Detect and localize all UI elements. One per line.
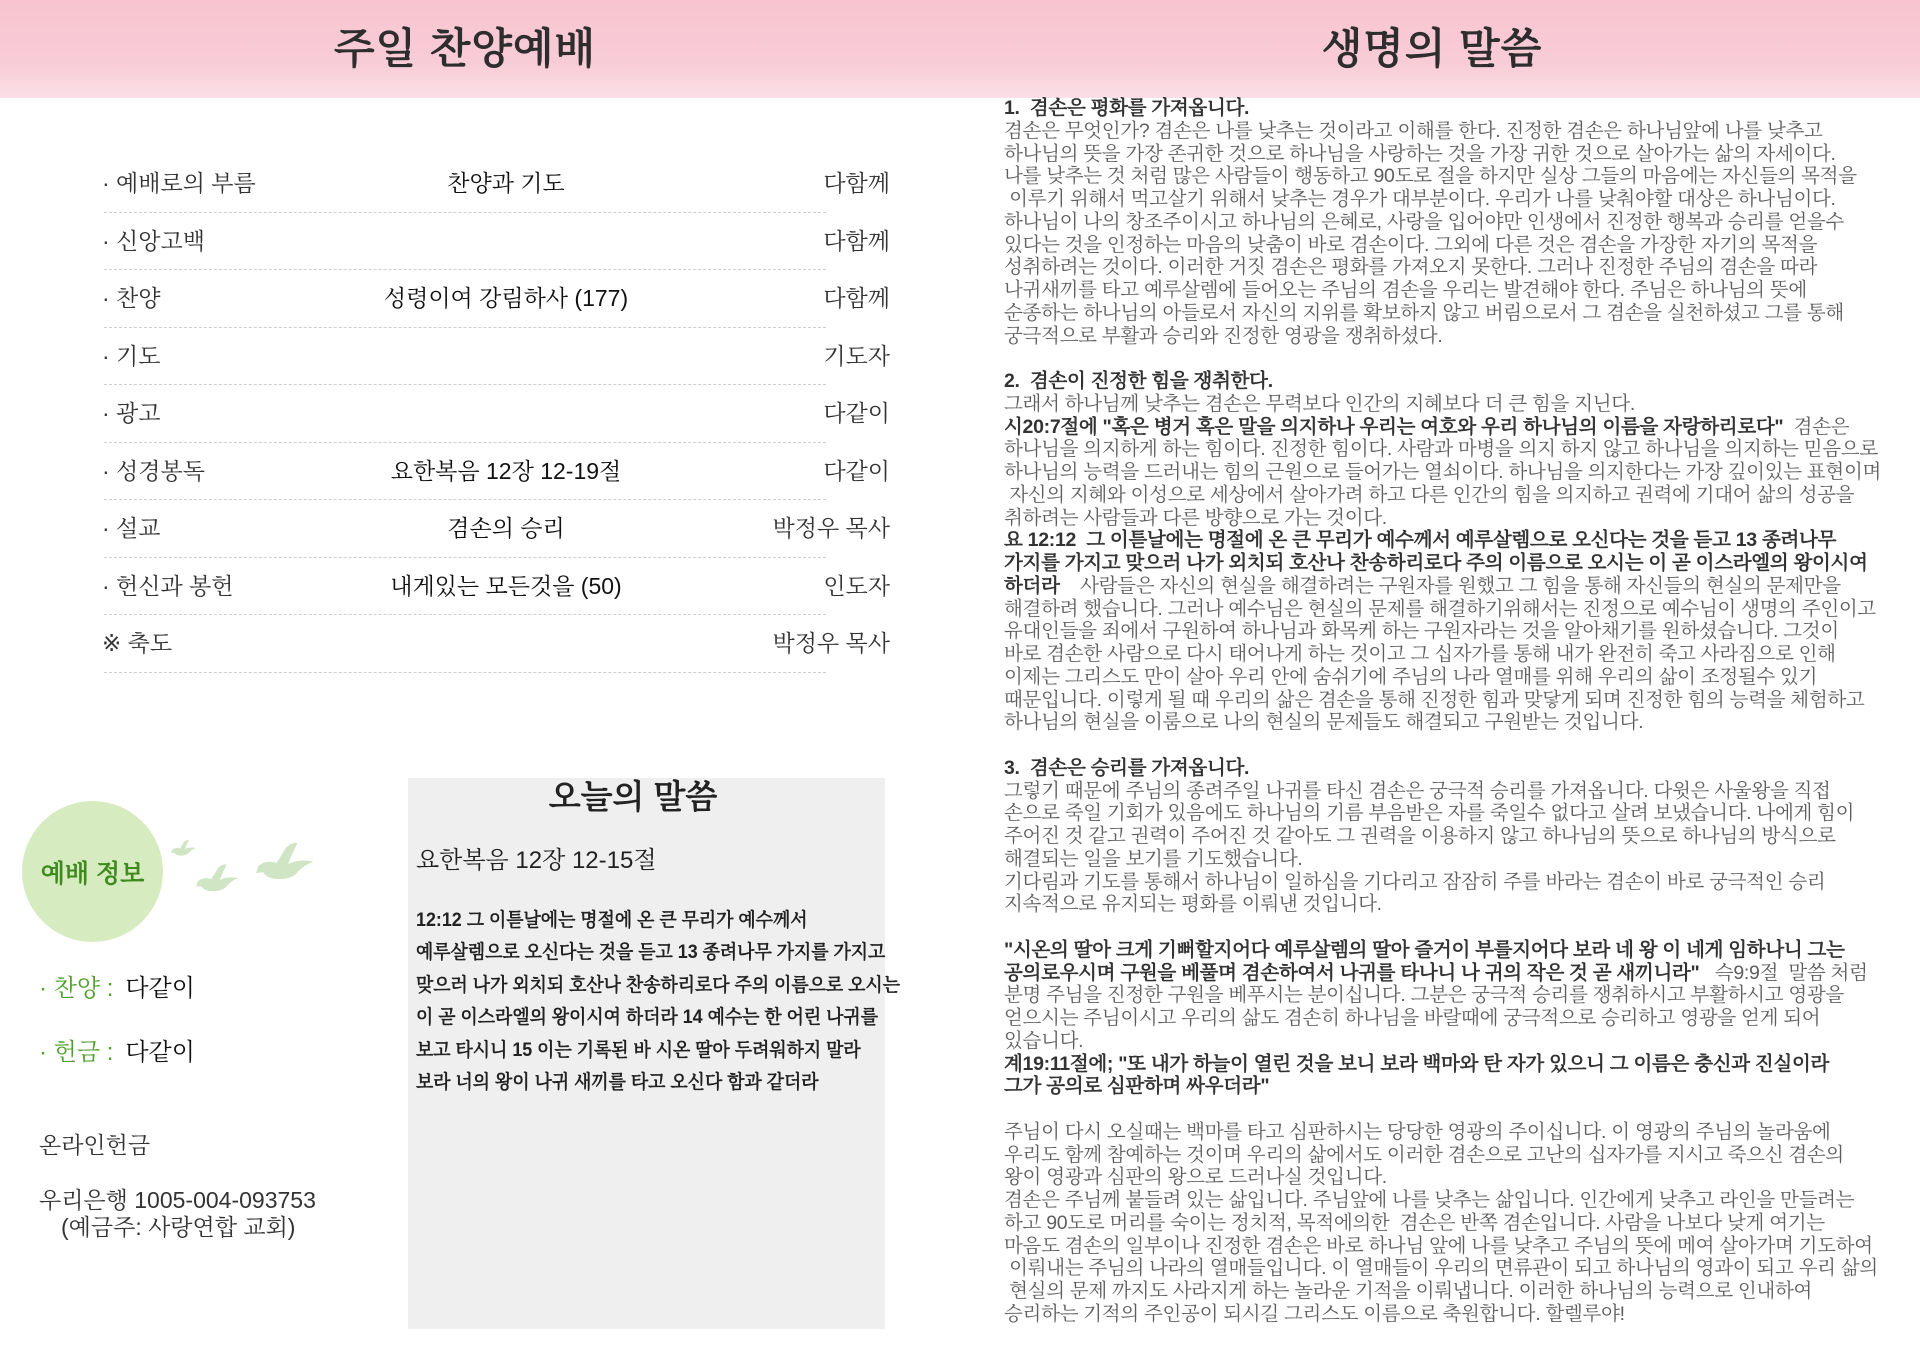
order-item: · 찬양 [102,285,161,311]
order-row [102,385,890,443]
sermon-line [1004,939,1845,962]
sermon-title: 생명의 말씀 [1321,25,1543,72]
sermon-line [1004,1280,1812,1303]
order-item: · 성경봉독 [102,457,205,484]
order-row [102,270,890,328]
sermon-emphasis-text: 하더라 [1004,574,1060,597]
sermon-line [1004,1075,1269,1098]
sermon-text: 이뤄내는 주님의 나라의 열매들입니다. 이 열매들이 우리의 면류관이 되고 하나님의 영과이 되고 우리 삶의 [1004,1257,1878,1280]
scripture-line: 맞으러 나가 외치되 호산나 찬송하리로다 주의 이름으로 오시는 [416,974,900,996]
order-row [102,155,890,213]
sermon-line [1004,529,1836,552]
sermon-line [1004,1030,1083,1053]
sermon-line [1004,757,1249,780]
sermon-text: 겸손은 무엇인가? 겸손은 나를 낮추는 것이라고 이해를 한다. 진정한 겸손은 하나님앞에 나를 낮추고 [1004,119,1823,142]
sermon-line [1004,575,1841,598]
sermon-line [1004,1257,1878,1280]
sermon-line [1004,962,1868,985]
order-item: · 설교 [102,515,161,541]
sermon-text: 분명 주님을 진정한 구원을 베푸시는 분이십니다. 그분은 궁극적 승리를 쟁취하시고 부활하시고 영광을 [1004,984,1844,1007]
sermon-line [1004,165,1857,188]
order-row [102,615,890,673]
sermon-emphasis-text: 2. 겸손이 진정한 힘을 쟁취한다. [1004,370,1273,392]
order-content: 내게있는 모든것을 (50) [390,572,622,599]
sermon-emphasis-text: 계19:11절에; "또 내가 하늘이 열린 것을 보니 보라 백마와 탄 자가 있으니 그 이름은 충신과 진실이라 [1004,1052,1830,1075]
sermon-line [1004,120,1823,143]
sermon-text: 때문입니다. 이렇게 될 때 우리의 삶은 겸손을 통해 진정한 힘과 맞닿게 되며 진정한 힘의 능력을 체험하고 [1004,688,1865,711]
sermon-text: 이루기 위해서 먹고살기 위해서 낮추는 경우가 대부분이다. 우리가 나를 낮춰야할 대상은 하나님이다. [1004,188,1836,210]
service-info-badge-label: 예배 정보 [40,859,145,888]
order-row [102,500,890,558]
order-content: 요한복음 12장 12-19절 [390,457,622,484]
scripture-reference: 요한복음 12장 12-15절 [416,847,657,874]
sermon-line [1004,416,1849,439]
sermon-text: 지속적으로 유지되는 평화를 이뤄낸 것입니다. [1004,893,1382,916]
sermon-line [1004,1053,1829,1076]
sermon-text: 바로 겸손한 사람으로 다시 태어나게 하는 것이고 그 십자가를 통해 내가 완전히 죽고 사라짐으로 인해 [1004,643,1836,665]
sermon-line [1004,97,1249,120]
sermon-text: 궁극적으로 부활과 승리와 진정한 영광을 쟁취하셨다. [1004,324,1443,347]
order-row [102,328,890,386]
sermon-line [1004,802,1854,825]
worship-title: 주일 찬양예배 [333,25,597,72]
sermon-text: 있다는 것을 인정하는 마음의 낮춤이 바로 겸손이다. 그외에 다른 것은 겸손을 가장한 자기의 목적을 [1004,233,1818,256]
sermon-text: 하나님의 능력을 드러내는 힘의 근원으로 들어가는 열쇠이다. 하나님을 의지한다는 가장 깊이있는 표현이며 [1004,461,1882,483]
sermon-line [1004,234,1817,257]
sermon-text: 하나님을 의지하게 하는 힘이다. 진정한 힘이다. 사람과 마병을 의지 하지 않고 하나님을 의지하는 믿음으로 [1004,438,1878,461]
order-leader: 다함께 [823,227,890,254]
sermon-emphasis-text: 3. 겸손은 승리를 가져옵니다. [1004,756,1250,779]
sermon-line [1004,325,1443,348]
service-info-value: 다같이 [125,975,195,1002]
sermon-line [1004,689,1864,712]
sermon-line [1004,279,1807,302]
order-leader: 박정우 목사 [772,630,890,656]
scripture-text [416,905,902,1099]
sermon-text: 성취하려는 것이다. 이러한 거짓 겸손은 평화를 가져오지 못한다. 그러나 진정한 주님의 겸손을 따라 [1004,256,1818,279]
sermon-text: 그렇기 때문에 주님의 종려주일 나귀를 타신 겸손은 궁극적 승리를 가져옵니다. 다윗은 사울왕을 직접 [1004,779,1831,802]
sermon-text: 하나님의 뜻을 가장 존귀한 것으로 하나님을 사랑하는 것을 가장 귀한 것으로 살아가는 삶의 자세이다. [1004,142,1836,165]
order-row [102,443,890,501]
scripture-line: 예루살렘으로 오신다는 것을 듣고 13 종려나무 가지를 가지고 [416,942,886,964]
sermon-line [1004,143,1836,166]
order-of-worship [102,155,890,673]
sermon-emphasis-text: 그가 공의로 심판하며 싸우더라" [1004,1075,1270,1098]
order-leader: 기도자 [823,342,890,369]
sermon-line [1004,848,1303,871]
sermon-text: 그래서 하나님께 낮추는 겸손은 무력보다 인간의 지혜보다 더 큰 힘을 지닌다. [1004,392,1635,415]
sermon-text: 자신의 지혜와 이성으로 세상에서 살아가려 하고 다른 인간의 힘을 의지하고 권력에 기대어 삶의 성공을 [1004,483,1855,506]
todays-word-title: 오늘의 말씀 [548,778,718,815]
sermon-line [1004,984,1844,1007]
order-leader: 다함께 [823,285,890,311]
sermon-line [1004,1144,1844,1167]
sermon-text: 사람들은 자신의 현실을 해결하려는 구원자를 원했고 그 힘을 통해 자신들의 현실의 문제만을 [1059,574,1841,597]
sermon-text: 마음도 겸손의 일부이나 진정한 겸손은 바로 하나님 앞에 나를 낮추고 주님의 뜻에 메여 살아가며 기도하여 [1004,1234,1873,1257]
sermon-text: 해결하려 했습니다. 그러나 예수님은 현실의 문제를 해결하기위해서는 진정으로 예수님이 생명의 주인이고 [1004,597,1876,620]
sermon-text: 유대인들을 죄에서 구원하여 하나님과 화목케 하는 구원자라는 것을 알아채기를 원하셨습니다. 그것이 [1004,620,1839,643]
sermon-line [1004,507,1387,530]
order-item: · 기도 [102,342,161,369]
sermon-text: 나귀새끼를 타고 예루살렘에 들어오는 주님의 겸손을 우리는 발견해야 한다. 주님은 하나님의 뜻에 [1004,279,1807,301]
order-content: 겸손의 승리 [447,515,565,541]
sermon-emphasis-text: 가지를 가지고 맞으러 나가 외치되 호산나 찬송하리로다 주의 이름으로 오시는 이 곧 이스라엘의 왕이시여 [1004,552,1868,574]
order-item: · 신앙고백 [102,227,205,254]
sermon-line [1004,780,1831,803]
sermon-text: 순종하는 하나님의 아들로서 자신의 지위를 확보하지 않고 버림으로서 그 겸손을 실천하셨고 그를 통해 [1004,301,1844,324]
sermon-line [1004,461,1881,484]
sermon-text: 기다림과 기도를 통해서 하나님이 일하심을 기다리고 잠잠히 주를 바라는 겸손이 바로 궁극적인 승리 [1004,870,1826,893]
sermon-line [1004,1235,1873,1258]
order-item: · 광고 [102,400,161,426]
sermon-text: 현실의 문제 까지도 사라지게 하는 놀라운 기적을 이뤄냅니다. 이러한 하나님의 능력으로 인내하여 [1004,1280,1813,1302]
sermon-line [1004,484,1854,507]
scripture-line: 12:12 그 이튿날에는 명절에 온 큰 무리가 예수께서 [416,910,808,931]
sermon-line [1004,1121,1831,1144]
sermon-line [1004,1189,1854,1212]
dove-icon [256,843,314,879]
sermon-body [1004,97,1910,1326]
sermon-text: 슥9:9절 말씀 처럼 [1699,961,1868,984]
sermon-text: 왕이 영광과 심판의 왕으로 드러나실 것입니다. [1004,1166,1387,1189]
sermon-emphasis-text: 공의로우시며 구원을 베풀며 겸손하여서 나귀를 타나니 나 귀의 작은 것 곧 새끼니라" [1004,961,1700,984]
order-leader: 다같이 [823,400,890,426]
order-row [102,558,890,616]
sermon-line [1004,1303,1625,1326]
order-item: · 예배로의 부름 [102,170,256,196]
service-info-value: 다같이 [125,1039,195,1066]
sermon-text: 승리하는 기적의 주인공이 되시길 그리스도 이름으로 축원합니다. 할렐루야! [1004,1302,1625,1325]
sermon-line [1004,643,1836,666]
sermon-text: 주님이 다시 오실때는 백마를 타고 심판하시는 당당한 영광의 주이십니다. 이 영광의 주님의 놀라움에 [1004,1120,1831,1143]
order-item: ※ 축도 [102,630,173,656]
service-info-badge [22,801,163,942]
sermon-line [1004,438,1878,461]
sermon-text: 하고 90도로 머리를 숙이는 정치적, 목적에의한 겸손은 반쪽 겸손입니다. 사람을 나보다 낮게 여기는 [1004,1211,1825,1234]
scripture-line: 보고 타시니 15 이는 기록된 바 시온 딸아 두려워하지 말라 [416,1039,861,1061]
sermon-emphasis-text: 1. 겸손은 평화를 가져옵니다. [1004,97,1250,119]
todays-word-box [408,778,900,1329]
order-leader: 인도자 [823,572,890,599]
dove-icon [196,864,239,891]
sermon-line [1004,1166,1387,1189]
service-info-label: · 찬양 : [39,975,114,1002]
order-content: 찬양과 기도 [447,170,565,196]
doves-decoration [168,835,318,910]
sermon-emphasis-text: 요 12:12 그 이튿날에는 명절에 온 큰 무리가 예수께서 예루살렘으로 오신다는 것을 듣고 13 종려나무 [1004,529,1837,552]
sermon-line [1004,211,1844,234]
sermon-line [1004,666,1817,689]
sermon-line [1004,302,1844,325]
order-row [102,213,890,271]
scripture-line: 이 곧 이스라엘의 왕이시여 하더라 14 예수는 한 어린 나귀를 [416,1007,878,1029]
sermon-line [1004,825,1836,848]
sermon-line [1004,893,1382,916]
sermon-text: 얻으시는 주님이시고 우리의 삶도 겸손히 하나님을 바랄때에 궁극적으로 승리하고 영광을 얻게 되어 [1004,1007,1821,1029]
sermon-line [1004,711,1643,734]
sermon-emphasis-text: "시온의 딸아 크게 기뻐할지어다 예루살렘의 딸아 즐거이 부를지어다 보라 네 왕 이 네게 임하나니 그는 [1004,938,1845,961]
sermon-line [1004,620,1839,643]
service-info-label: · 헌금 : [39,1039,114,1066]
sermon-emphasis-text: 시20:7절에 "혹은 병거 혹은 말을 의지하나 우리는 여호와 우리 하나님의 이름을 자랑하리로다" [1004,415,1784,438]
order-leader: 박정우 목사 [772,515,890,541]
sermon-text: 주어진 것 같고 권력이 주어진 것 같아도 그 권력을 이용하지 않고 하나님의 뜻으로 하나님의 방식으로 [1004,825,1836,847]
sermon-line [1004,393,1635,416]
sermon-text: 하나님이 나의 창조주이시고 하나님의 은혜로, 사랑을 입어야만 인생에서 진정한 행복과 승리를 얻을수 [1004,210,1844,233]
order-content: 성령이여 강림하사 (177) [383,285,629,311]
sermon-text: 하나님의 현실을 이룸으로 나의 현실의 문제들도 해결되고 구원받는 것입니다. [1004,711,1644,734]
bank-account: 우리은행 1005-004-093753 [39,1187,316,1213]
sermon-text: 겸손은 [1783,415,1850,438]
sermon-text: 이제는 그리스도 만이 살아 우리 안에 숨쉬기에 주님의 나라 열매를 위해 우리의 삶이 조정될수 있기 [1004,665,1818,688]
sermon-text: 우리도 함께 참예하는 것이며 우리의 삶에서도 이러한 겸손으로 고난의 십자가를 지시고 죽으신 겸손의 [1004,1143,1844,1166]
sermon-line [1004,1212,1825,1235]
sermon-text: 손으로 죽일 기회가 있음에도 하나님의 기름 부음받은 자를 죽일수 없다고 살려 보냈습니다. 나에게 힘이 [1004,802,1855,825]
sermon-line [1004,370,1273,393]
service-info-praise [39,974,195,1004]
account-holder: (예금주: 사랑연합 교회) [61,1214,296,1240]
sermon-text: 취하려는 사람들과 다른 방향으로 가는 것이다. [1004,506,1387,529]
dove-icon [171,840,196,856]
sermon-line [1004,1007,1820,1030]
sermon-text: 나를 낮추는 것 처럼 많은 사람들이 행동하고 90도로 절을 하지만 실상 그들의 마음에는 자신들의 목적을 [1004,165,1857,188]
sermon-text: 있습니다. [1004,1029,1084,1052]
service-info-offering [39,1038,195,1068]
order-leader: 다함께 [823,170,890,196]
scripture-line: 보라 너의 왕이 나귀 새끼를 타고 오신다 함과 같더라 [416,1071,819,1093]
order-leader: 다같이 [823,457,890,484]
sermon-text: 해결되는 일을 보기를 기도했습니다. [1004,847,1303,870]
sermon-line [1004,256,1817,279]
sermon-line [1004,188,1836,211]
sermon-line [1004,871,1825,894]
sermon-line [1004,598,1876,621]
online-offering-title: 온라인헌금 [39,1132,151,1158]
sermon-line [1004,552,1868,575]
sermon-text: 겸손은 주님께 붙들려 있는 삶입니다. 주님앞에 나를 낮추는 삶입니다. 인간에게 낮추고 라인을 만들려는 [1004,1189,1855,1211]
order-item: · 헌신과 봉헌 [102,572,234,599]
